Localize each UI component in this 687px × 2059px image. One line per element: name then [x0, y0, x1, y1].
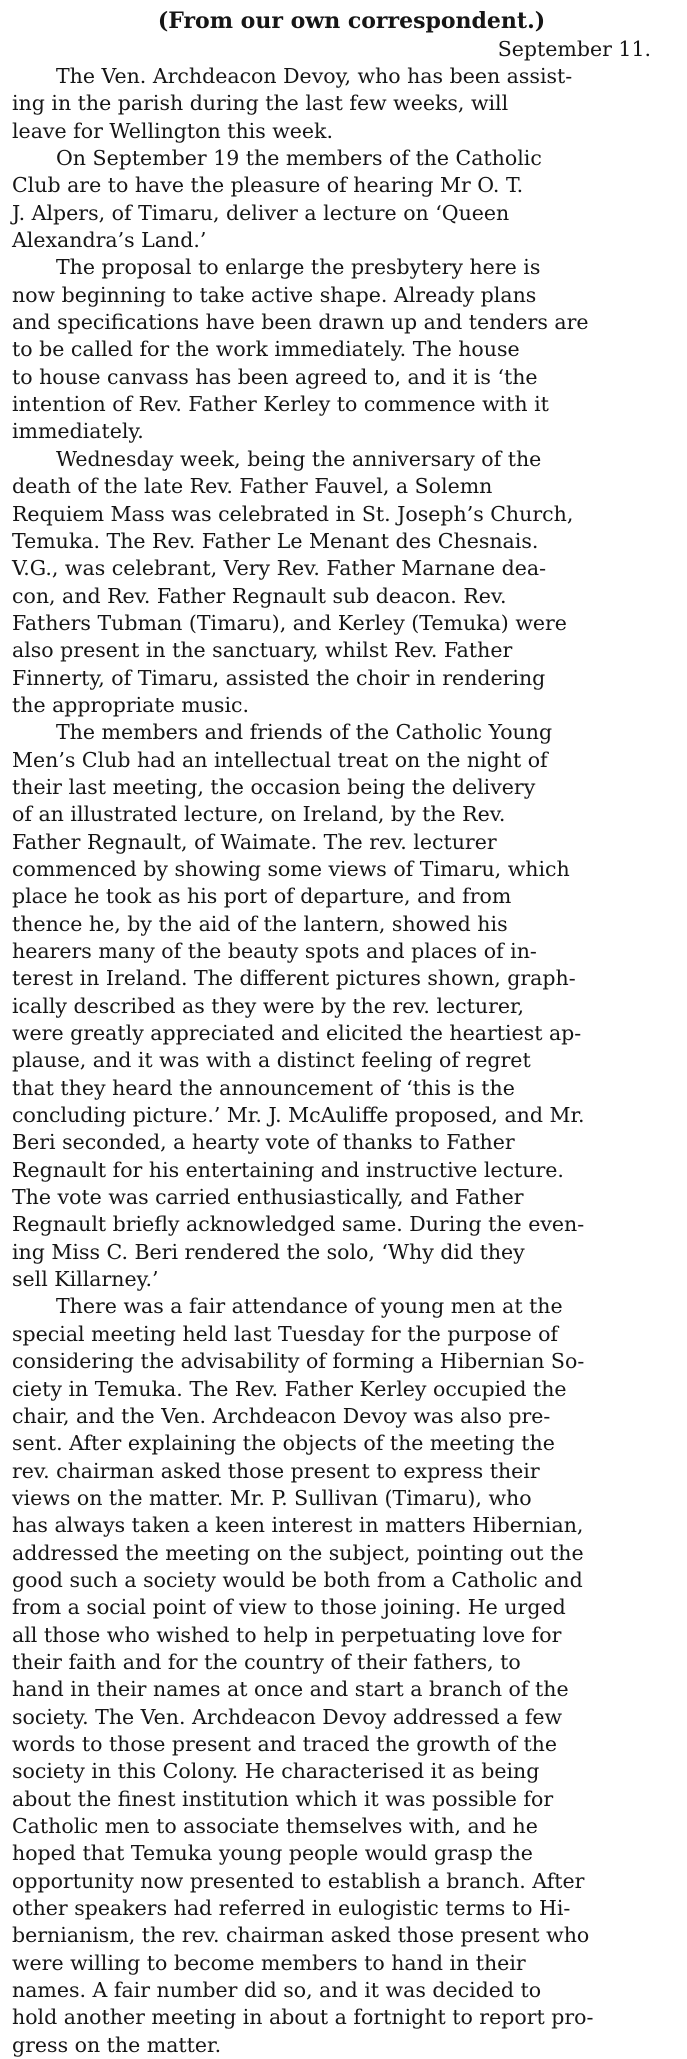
article-line: There was a fair attendance of young men at the: [56, 1294, 563, 1319]
article-line: Club are to have the pleasure of hearing Mr O. T.: [12, 173, 524, 198]
correspondent-heading: (From our own correspondent.): [157, 8, 546, 34]
article-line: considering the advisability of forming a Hibernian So-: [12, 1349, 585, 1374]
article-line: society in this Colony. He characterised it as being: [12, 1759, 540, 1784]
article-line: Requiem Mass was celebrated in St. Joseph’s Church,: [12, 501, 574, 526]
article-line: names. A fair number did so, and it was decided to: [12, 1978, 542, 2003]
article-line: ciety in Temuka. The Rev. Father Kerley occupied the: [12, 1376, 567, 1401]
article-line: terest in Ireland. The different pictures shown, graph-: [12, 966, 576, 991]
article-line: hand in their names at once and start a branch of the: [12, 1677, 569, 1702]
article-line: Catholic men to associate themselves with, and he: [12, 1814, 538, 1838]
article-line: sent. After explaining the objects of the meeting the: [12, 1431, 555, 1456]
article-line: good such a society would be both from a Catholic and: [12, 1567, 583, 1592]
article-line: hold another meeting in about a fortnight to report pro-: [12, 2005, 594, 2030]
article-line: rev. chairman asked those present to express their: [12, 1458, 540, 1483]
article-line: Father Regnault, of Waimate. The rev. lecturer: [12, 829, 497, 854]
article-line: all those who wished to help in perpetuating love for: [12, 1622, 562, 1647]
article-line: On September 19 the members of the Catholic: [56, 146, 542, 171]
article-line: The vote was carried enthusiastically, and Father: [12, 1185, 524, 1210]
article-line: and specifications have been drawn up and tenders are: [12, 310, 589, 335]
article-line: thence he, by the aid of the lantern, showed his: [12, 911, 508, 936]
article-line: The Ven. Archdeacon Devoy, who has been assist-: [56, 64, 573, 88]
article-line: were willing to become members to hand in their: [12, 1950, 526, 1975]
article-line: opportunity now presented to establish a branch. After: [12, 1868, 585, 1893]
article-line: from a social point of view to those joining. He urged: [12, 1595, 566, 1620]
article-line: intention of Rev. Father Kerley to commence with it: [12, 392, 549, 417]
article-line: Temuka. The Rev. Father Le Menant des Chesnais.: [12, 528, 539, 553]
article-line: their faith and for the country of their fathers, to: [12, 1649, 521, 1674]
article-line: hoped that Temuka young people would grasp the: [12, 1841, 533, 1866]
article-line: The proposal to enlarge the presbytery here is: [56, 255, 541, 280]
article-line: hearers many of the beauty spots and places of in-: [12, 939, 537, 963]
article-line: to be called for the work immediately. The house: [12, 337, 520, 362]
article-line: Alexandra’s Land.’: [12, 228, 207, 253]
article-line: ing in the parish during the last few weeks, will: [12, 91, 509, 116]
article-line: The members and friends of the Catholic Young: [56, 720, 553, 745]
article-line: society. The Ven. Archdeacon Devoy addressed a few: [12, 1704, 563, 1729]
article-line: concluding picture.’ Mr. J. McAuliffe proposed, and Mr.: [12, 1103, 585, 1128]
article-line: plause, and it was with a distinct feeling of regret: [12, 1048, 531, 1073]
article-line: has always taken a keen interest in matters Hibernian,: [12, 1513, 584, 1538]
article-line: Men’s Club had an intellectual treat on the night of: [12, 747, 548, 772]
article-line: also present in the sanctuary, whilst Rev. Father: [12, 638, 513, 663]
article-line: that they heard the announcement of ‘this is the: [12, 1075, 515, 1100]
article-line: Wednesday week, being the anniversary of the: [56, 446, 542, 471]
article-line: ing Miss C. Beri rendered the solo, ‘Why did they: [12, 1239, 525, 1264]
article-line: sell Killarney.’: [12, 1267, 159, 1292]
article-line: immediately.: [12, 419, 144, 444]
article-line: of an illustrated lecture, on Ireland, by the Rev.: [12, 802, 506, 827]
article-body: [12, 63, 681, 2059]
article-line: now beginning to take active shape. Already plans: [12, 282, 537, 307]
article-line: the appropriate music.: [12, 692, 250, 717]
article-line: Beri seconded, a hearty vote of thanks to Father: [12, 1130, 515, 1155]
article-line: Finnerty, of Timaru, assisted the choir in rendering: [12, 665, 546, 690]
dateline: September 11.: [497, 37, 651, 61]
article-line: death of the late Rev. Father Fauvel, a Solemn: [12, 474, 493, 499]
article-line: to house canvass has been agreed to, and it is ‘the: [12, 364, 538, 389]
article-line: ically described as they were by the rev. lecturer,: [12, 993, 525, 1018]
article-line: words to those present and traced the growth of the: [12, 1731, 558, 1756]
article-line: special meeting held last Tuesday for the purpose of: [12, 1321, 559, 1346]
article-line: V.G., was celebrant, Very Rev. Father Marnane dea-: [12, 556, 546, 581]
article-line: chair, and the Ven. Archdeacon Devoy was also pre-: [12, 1403, 551, 1428]
article-line: Fathers Tubman (Timaru), and Kerley (Temuka) were: [12, 610, 567, 635]
article-line: Regnault for his entertaining and instructive lecture.: [12, 1157, 564, 1182]
article-line: con, and Rev. Father Regnault sub deacon. Rev.: [12, 583, 507, 608]
article-line: were greatly appreciated and elicited the heartiest ap-: [12, 1021, 582, 1046]
article-line: J. Alpers, of Timaru, deliver a lecture on ‘Queen: [12, 200, 510, 225]
article-line: commenced by showing some views of Timaru, which: [12, 856, 570, 881]
article-line: addressed the meeting on the subject, pointing out the: [12, 1540, 584, 1565]
article-line: other speakers had referred in eulogistic terms to Hi-: [12, 1896, 571, 1921]
article-line: about the finest institution which it was possible for: [12, 1786, 554, 1811]
article-line: Regnault briefly acknowledged same. During the even-: [12, 1212, 585, 1237]
article-line: their last meeting, the occasion being the delivery: [12, 774, 536, 799]
article-line: gress on the matter.: [12, 2032, 222, 2057]
article-line: views on the matter. Mr. P. Sullivan (Timaru), who: [12, 1485, 532, 1510]
article-line: bernianism, the rev. chairman asked those present who: [12, 1923, 590, 1948]
article-line: leave for Wellington this week.: [12, 118, 333, 143]
article-line: place he took as his port of departure, and from: [12, 884, 512, 909]
